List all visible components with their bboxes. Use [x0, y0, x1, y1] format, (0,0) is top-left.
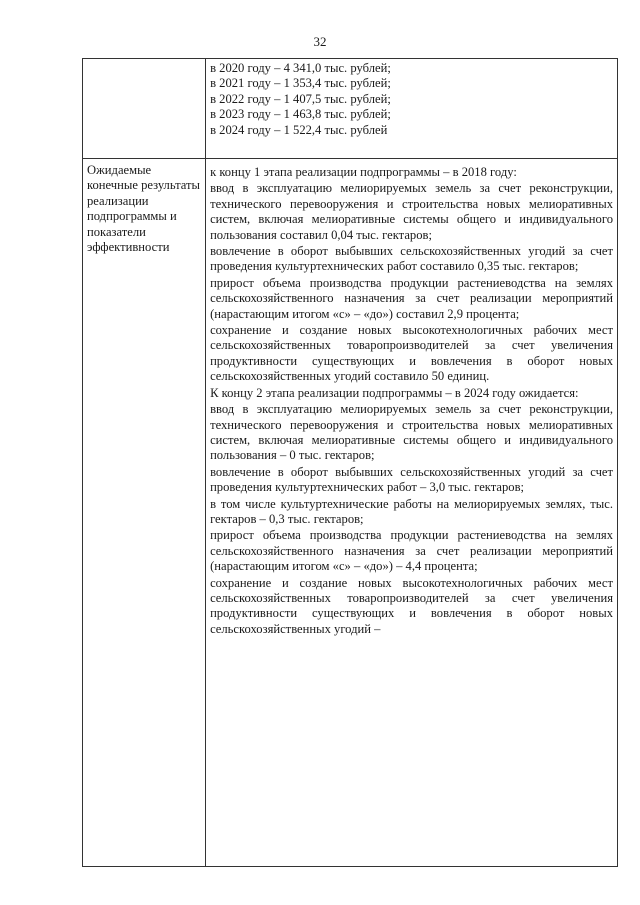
funding-line-2023: в 2023 году – 1 463,8 тыс. рублей; — [210, 107, 391, 122]
results-row — [83, 159, 618, 867]
results-paragraph: прирост объема производства продукции растениеводства на землях сельскохозяйственного назначения за счет реализации мероприятий (нарастающим итогом «с» – «до») составил 2,9 процента; — [210, 275, 613, 321]
funding-line-2022: в 2022 году – 1 407,5 тыс. рублей; — [210, 91, 391, 106]
results-paragraph: вовлечение в оборот выбывших сельскохозяйственных угодий за счет проведения культуртехнических работ – 3,0 тыс. гектаров; — [210, 464, 613, 495]
results-paragraph: ввод в эксплуатацию мелиорируемых земель за счет реконструкции, технического перевооружения и строительства новых мелиоративных систем, включая мелиоративные системы общего и индивидуального пользования – 0 тыс. гектаров; — [210, 402, 613, 463]
results-paragraph: сохранение и создание новых высокотехнологичных рабочих мест сельскохозяйственных товаропроизводителей за счет увеличения продуктивности существующих и вовлечения в оборот новых сельскохозяйственных угодий – — [210, 575, 613, 636]
results-paragraph: вовлечение в оборот выбывших сельскохозяйственных угодий за счет проведения культуртехнических работ составило 0,35 тыс. гектаров; — [210, 244, 613, 274]
funding-row — [83, 59, 618, 159]
results-label: Ожидаемые конечные результаты реализации подпрограммы и показатели эффективности — [83, 159, 206, 867]
passport-table — [82, 58, 618, 867]
funding-line-2020: в 2020 году – 4 341,0 тыс. рублей; — [210, 61, 391, 75]
results-paragraph: в том числе культуртехнические работы на мелиорируемых землях, тыс. гектаров – 0,3 тыс. гектаров; — [210, 496, 613, 526]
funding-label-cell — [83, 59, 206, 159]
results-paragraph: сохранение и создание новых высокотехнологичных рабочих мест сельскохозяйственных товаропроизводителей за счет увеличения продуктивности существующих и вовлечения в оборот новых сельскохозяйственных угодий составило 50 единиц. — [210, 323, 613, 384]
results-content-cell — [206, 159, 618, 867]
results-paragraph: ввод в эксплуатацию мелиорируемых земель за счет реконструкции, технического перевооружения и строительства новых мелиоративных систем, включая мелиоративные системы общего и индивидуального пользования составил 0,04 тыс. гектаров; — [210, 181, 613, 242]
funding-line-2024: в 2024 году – 1 522,4 тыс. рублей — [210, 122, 388, 137]
results-paragraph: к концу 1 этапа реализации подпрограммы – в 2018 году: — [210, 165, 517, 179]
results-paragraph: К концу 2 этапа реализации подпрограммы – в 2024 году ожидается: — [210, 385, 579, 400]
funding-line-2021: в 2021 году – 1 353,4 тыс. рублей; — [210, 76, 391, 91]
results-paragraph: прирост объема производства продукции растениеводства на землях сельскохозяйственного назначения за счет реализации мероприятий (нарастающим итогом «с» – «до») – 4,4 процента; — [210, 528, 613, 574]
funding-values-cell — [206, 59, 618, 159]
page-number: 32 — [313, 34, 327, 49]
